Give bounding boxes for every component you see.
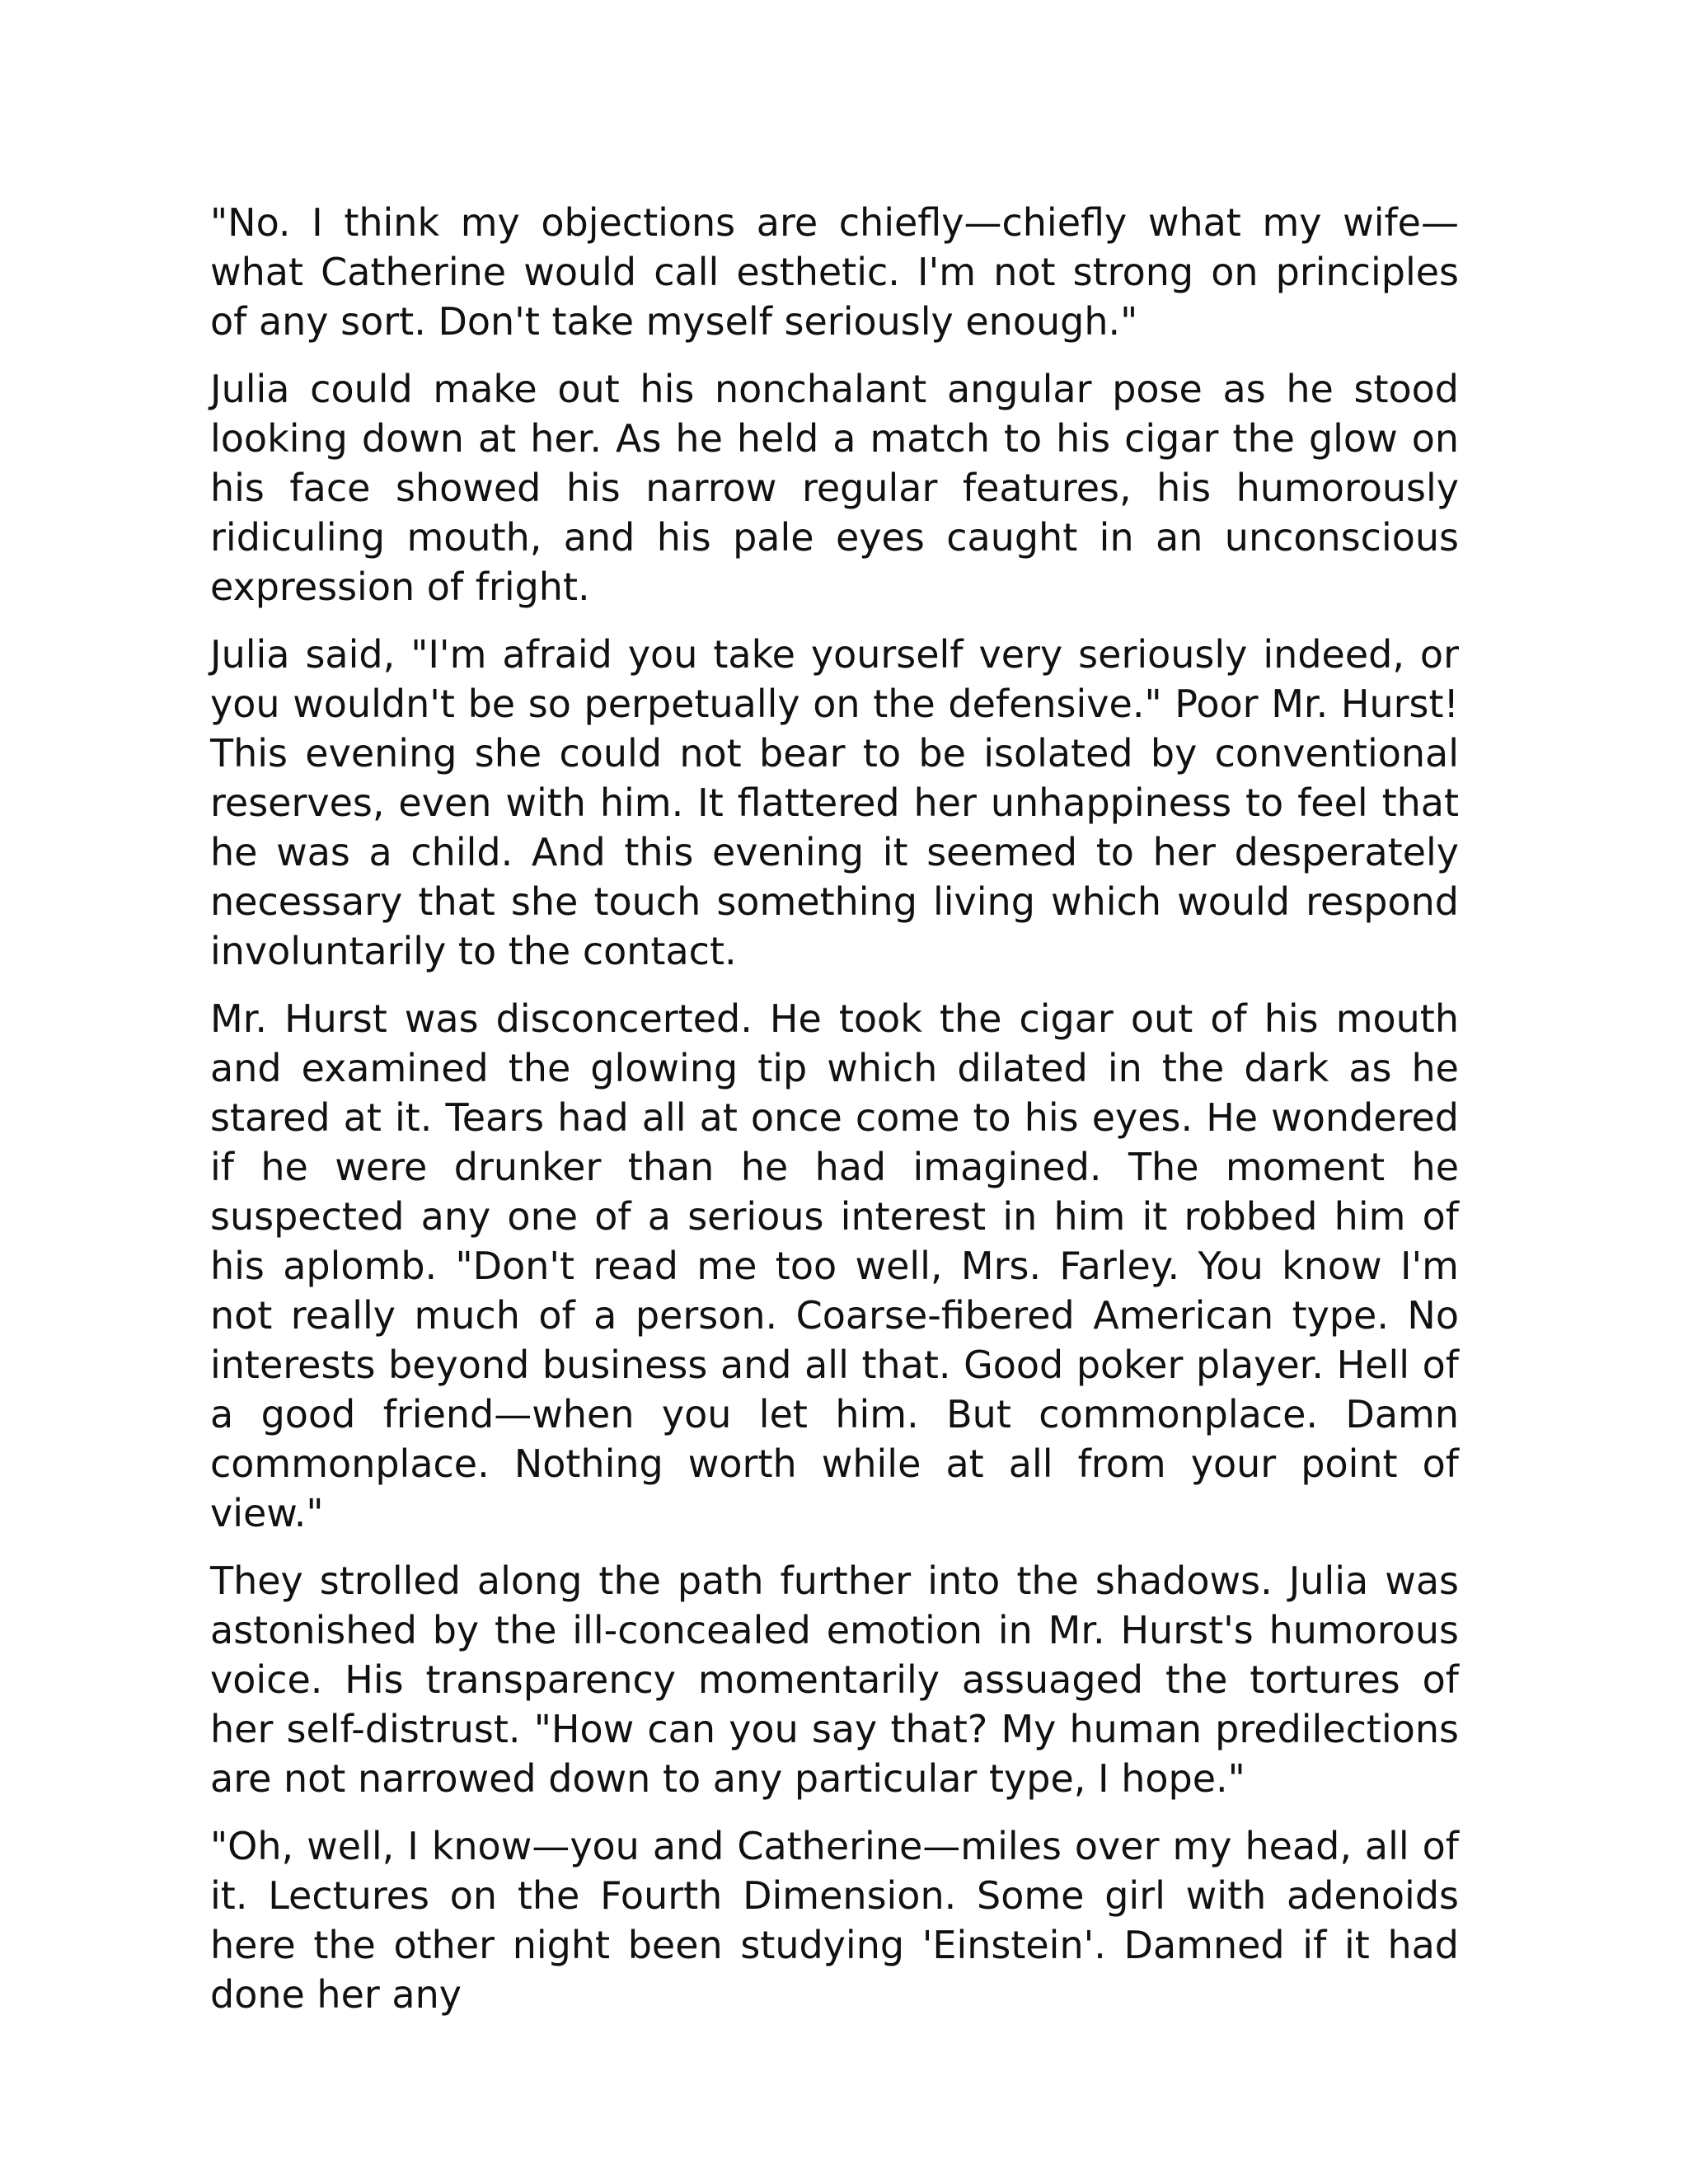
body-text [210,198,1459,2019]
paragraph-6: "Oh, well, I know—you and Catherine—miles over my head, all of it. Lectures on the Fourth Dimension. Some girl with adenoids here the other night been studying 'Einstein'. Damned if it had done her any [210,1824,1459,2017]
paragraph-1: "No. I think my objections are chiefly—chiefly what my wife—what Catherine would call esthetic. I'm not strong on principles of any sort. Don't take myself seriously enough." [210,200,1459,344]
paragraph-4: Mr. Hurst was disconcerted. He took the cigar out of his mouth and examined the glowing tip which dilated in the dark as he stared at it. Tears had all at once come to his eyes. He wondered if he were drunker than he had imagined. The moment he suspected any one of a serious interest in him it robbed him of his aplomb. "Don't read me too well, Mrs. Farley. You know I'm not really much of a person. Coarse-fibered American type. No interests beyond business and all that. Good poker player. Hell of a good friend—when you let him. But commonplace. Damn commonplace. Nothing worth while at all from your point of view." [210,996,1459,1535]
paragraph-3: Julia said, "I'm afraid you take yourself very seriously indeed, or you wouldn't be so perpetually on the defensive." Poor Mr. Hurst! This evening she could not bear to be isolated by conventional reserves, even with him. It flattered her unhappiness to feel that he was a child. And this evening it seemed to her desperately necessary that she touch something living which would respond involuntarily to the contact. [210,632,1459,973]
paragraph-2: Julia could make out his nonchalant angular pose as he stood looking down at her. As he held a match to his cigar the glow on his face showed his narrow regular features, his humorously ridiculing mouth, and his pale eyes caught in an unconscious expression of fright. [210,367,1459,609]
paragraph-5: They strolled along the path further into the shadows. Julia was astonished by the ill-concealed emotion in Mr. Hurst's humorous voice. His transparency momentarily assuaged the tortures of her self-distrust. "How can you say that? My human predilections are not narrowed down to any particular type, I hope." [210,1558,1459,1801]
